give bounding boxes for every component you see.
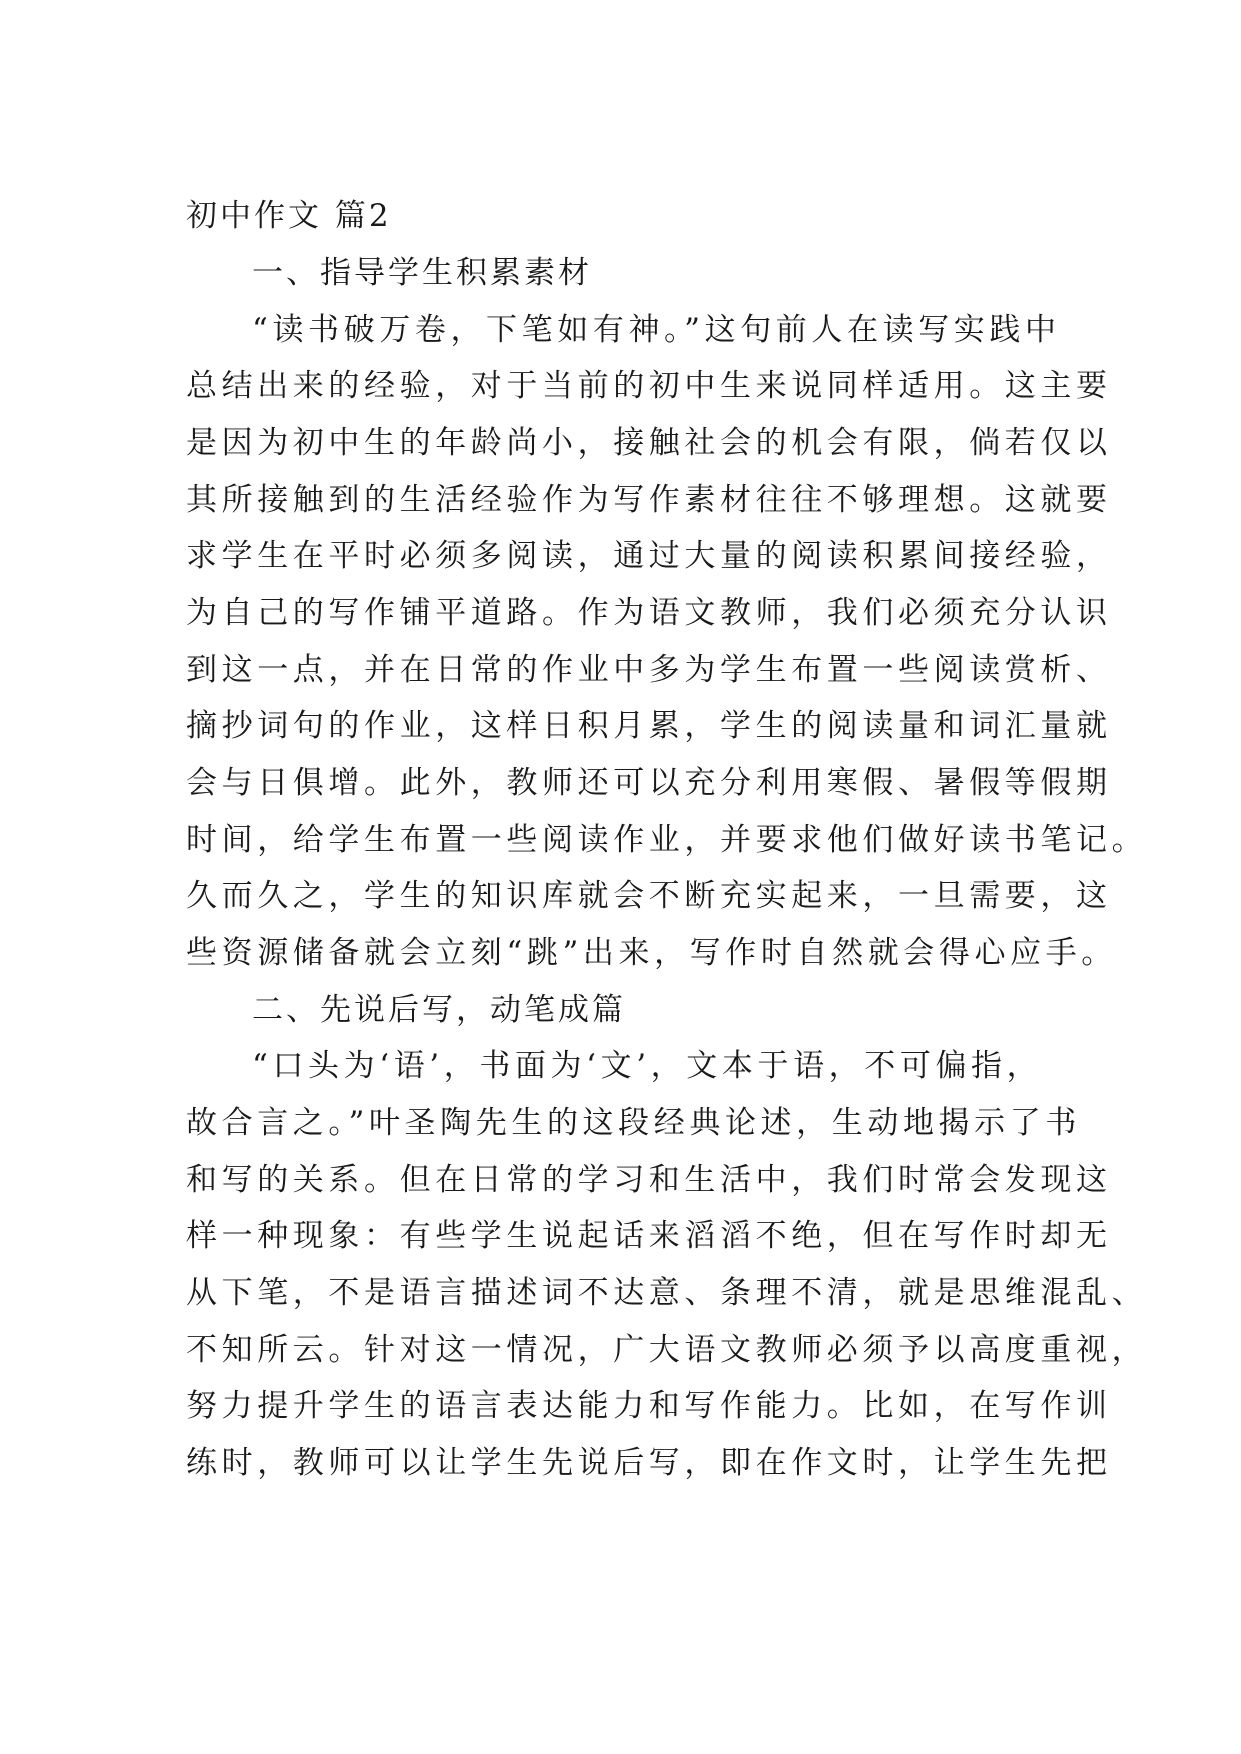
paragraph-line: 总结出来的经验，对于当前的初中生来说同样适用。这主要 xyxy=(186,368,1112,404)
section-heading-1: 一、指导学生积累素材 xyxy=(252,255,592,291)
paragraph-line: 些资源储备就会立刻“跳”出来，写作时自然就会得心应手。 xyxy=(186,935,1117,971)
paragraph-line: 和写的关系。但在日常的学习和生活中，我们时常会发现这 xyxy=(186,1162,1112,1198)
paragraph-line: 久而久之，学生的知识库就会不断充实起来，一旦需要，这 xyxy=(186,878,1112,914)
paragraph-line: 求学生在平时必须多阅读，通过大量的阅读积累间接经验， xyxy=(186,538,1112,574)
paragraph-line: 故合言之。”叶圣陶先生的这段经典论述，生动地揭示了书 xyxy=(186,1105,1081,1141)
paragraph-line: 练时，教师可以让学生先说后写，即在作文时，让学生先把 xyxy=(186,1445,1112,1481)
paragraph-line: 从下笔，不是语言描述词不达意、条理不清，就是思维混乱、 xyxy=(186,1275,1148,1311)
paragraph-line: 会与日俱增。此外，教师还可以充分利用寒假、暑假等假期 xyxy=(186,765,1112,801)
paragraph-line: 摘抄词句的作业，这样日积月累，学生的阅读量和词汇量就 xyxy=(186,708,1112,744)
paragraph-line: 时间，给学生布置一些阅读作业，并要求他们做好读书笔记。 xyxy=(186,822,1148,858)
paragraph-line: 其所接触到的生活经验作为写作素材往往不够理想。这就要 xyxy=(186,482,1112,518)
paragraph-line: 努力提升学生的语言表达能力和写作能力。比如，在写作训 xyxy=(186,1388,1112,1424)
section-heading-2: 二、先说后写，动笔成篇 xyxy=(252,992,626,1028)
paragraph-line: 不知所云。针对这一情况，广大语文教师必须予以高度重视， xyxy=(186,1332,1148,1368)
paragraph-line: 样一种现象：有些学生说起话来滔滔不绝，但在写作时却无 xyxy=(186,1218,1112,1254)
paragraph-line: “读书破万卷，下笔如有神。”这句前人在读写实践中 xyxy=(252,312,1061,348)
paragraph-line: 到这一点，并在日常的作业中多为学生布置一些阅读赏析、 xyxy=(186,652,1112,688)
document-title: 初中作文 篇2 xyxy=(186,198,392,234)
paragraph-line: “口头为‘语’，书面为‘文’，文本于语，不可偏指， xyxy=(252,1048,1043,1084)
paragraph-line: 是因为初中生的年龄尚小，接触社会的机会有限，倘若仅以 xyxy=(186,425,1112,461)
paragraph-line: 为自己的写作铺平道路。作为语文教师，我们必须充分认识 xyxy=(186,595,1112,631)
